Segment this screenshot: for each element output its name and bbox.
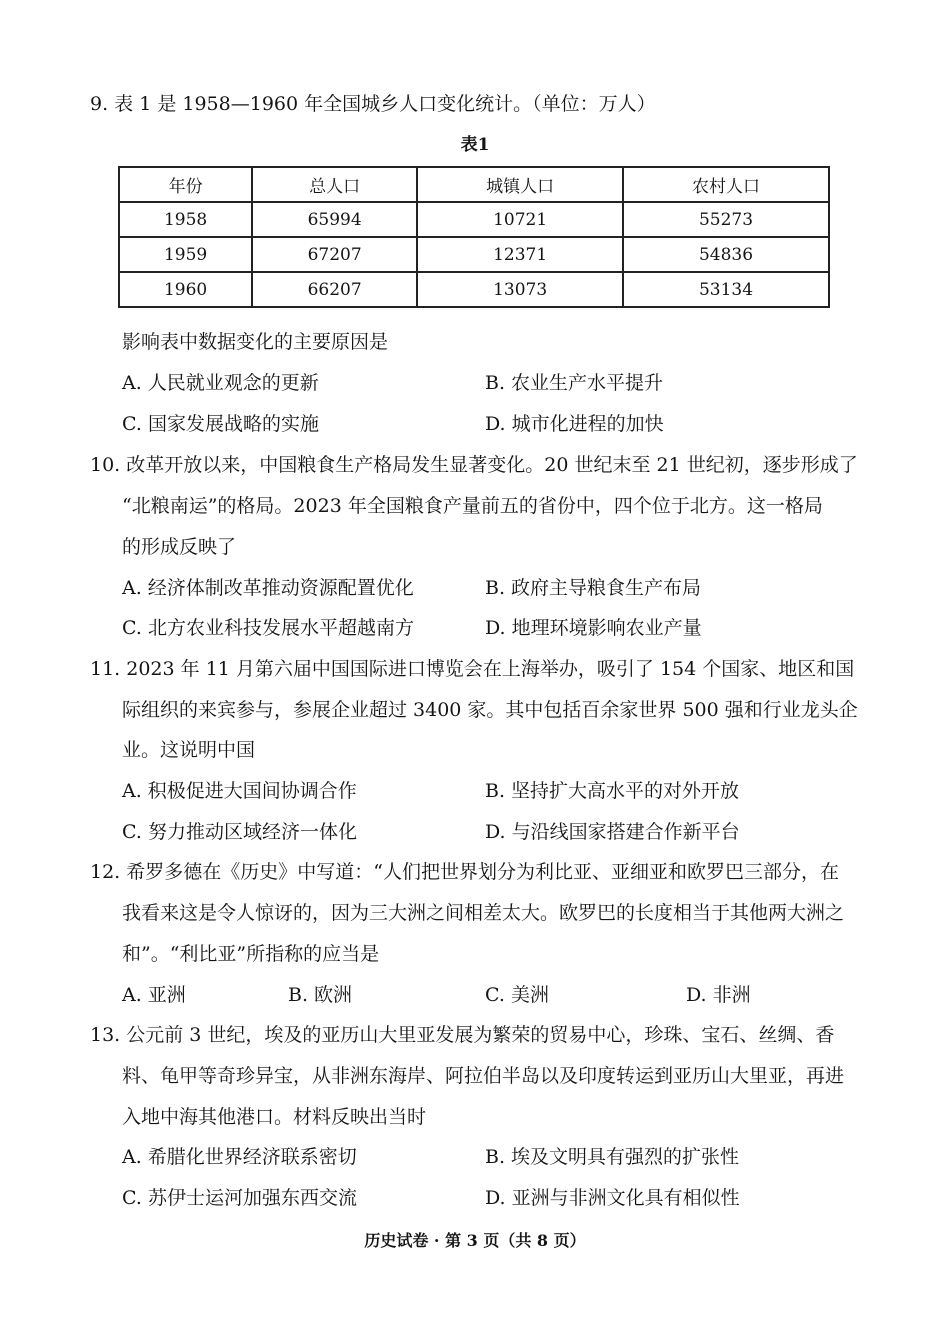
table-cell: 53134 — [623, 272, 829, 307]
q10-stem-line-1: 10. 改革开放以来，中国粮食生产格局发生显著变化。20 世纪末至 21 世纪初，逐步形成了 — [90, 454, 858, 476]
q9-option-b[interactable]: B. 农业生产水平提升 — [485, 372, 664, 394]
q10-stem-line-2: “北粮南运”的格局。2023 年全国粮食产量前五的省份中，四个位于北方。这一格局 — [122, 495, 823, 517]
q9-stem: 9. 表 1 是 1958—1960 年全国城乡人口变化统计。（单位：万人） — [90, 93, 656, 115]
q12-option-b[interactable]: B. 欧洲 — [288, 984, 353, 1006]
table-header-row — [119, 167, 829, 202]
header-year: 年份 — [119, 167, 252, 202]
q11-stem-line-2: 际组织的来宾参与，参展企业超过 3400 家。其中包括百余家世界 500 强和行业龙头企 — [122, 699, 858, 721]
header-urban: 城镇人口 — [417, 167, 623, 202]
q11-stem-line-1: 11. 2023 年 11 月第六届中国国际进口博览会在上海举办，吸引了 154 个国家、地区和国 — [90, 658, 855, 680]
q13-option-d[interactable]: D. 亚洲与非洲文化具有相似性 — [485, 1187, 740, 1209]
page-footer: 历史试卷 · 第 3 页（共 8 页） — [364, 1231, 586, 1250]
population-table — [118, 166, 830, 308]
q13-stem-line-2: 料、龟甲等奇珍异宝，从非洲东海岸、阿拉伯半岛以及印度转运到亚历山大里亚，再进 — [122, 1065, 845, 1087]
q11-stem-line-3: 业。这说明中国 — [122, 739, 256, 761]
table-cell: 65994 — [252, 202, 417, 237]
q9-option-d[interactable]: D. 城市化进程的加快 — [485, 413, 664, 435]
table-cell: 10721 — [417, 202, 623, 237]
q9-question: 影响表中数据变化的主要原因是 — [122, 331, 389, 353]
header-total: 总人口 — [252, 167, 417, 202]
q11-option-d[interactable]: D. 与沿线国家搭建合作新平台 — [485, 821, 740, 843]
table-cell: 1958 — [119, 202, 252, 237]
table-cell: 1959 — [119, 237, 252, 272]
q10-option-a[interactable]: A. 经济体制改革推动资源配置优化 — [122, 577, 414, 599]
q10-option-b[interactable]: B. 政府主导粮食生产布局 — [485, 577, 702, 599]
table-cell: 54836 — [623, 237, 829, 272]
table-row — [119, 202, 829, 237]
q13-option-c[interactable]: C. 苏伊士运河加强东西交流 — [122, 1187, 357, 1209]
q11-option-b[interactable]: B. 坚持扩大高水平的对外开放 — [485, 780, 740, 802]
q12-stem-line-3: 和”。“利比亚”所指称的应当是 — [122, 943, 380, 965]
q12-option-c[interactable]: C. 美洲 — [485, 984, 549, 1006]
q9-option-c[interactable]: C. 国家发展战略的实施 — [122, 413, 319, 435]
q9-option-a[interactable]: A. 人民就业观念的更新 — [122, 372, 319, 394]
q11-option-c[interactable]: C. 努力推动区域经济一体化 — [122, 821, 357, 843]
q10-option-d[interactable]: D. 地理环境影响农业产量 — [485, 617, 702, 639]
table-row — [119, 237, 829, 272]
table-cell: 55273 — [623, 202, 829, 237]
table-cell: 13073 — [417, 272, 623, 307]
q11-option-a[interactable]: A. 积极促进大国间协调合作 — [122, 780, 357, 802]
q10-stem-line-3: 的形成反映了 — [122, 536, 237, 558]
q10-option-c[interactable]: C. 北方农业科技发展水平超越南方 — [122, 617, 414, 639]
table-row — [119, 272, 829, 307]
q13-option-b[interactable]: B. 埃及文明具有强烈的扩张性 — [485, 1146, 740, 1168]
header-rural: 农村人口 — [623, 167, 829, 202]
q13-stem-line-1: 13. 公元前 3 世纪，埃及的亚历山大里亚发展为繁荣的贸易中心，珍珠、宝石、丝绸、香 — [90, 1024, 835, 1046]
q12-option-d[interactable]: D. 非洲 — [686, 984, 751, 1006]
table-cell: 67207 — [252, 237, 417, 272]
table-title: 表1 — [460, 135, 490, 155]
table-cell: 1960 — [119, 272, 252, 307]
q13-option-a[interactable]: A. 希腊化世界经济联系密切 — [122, 1146, 357, 1168]
q12-option-a[interactable]: A. 亚洲 — [122, 984, 186, 1006]
q12-stem-line-2: 我看来这是令人惊讶的，因为三大洲之间相差太大。欧罗巴的长度相当于其他两大洲之 — [122, 902, 845, 924]
table-cell: 66207 — [252, 272, 417, 307]
q12-stem-line-1: 12. 希罗多德在《历史》中写道：“人们把世界划分为利比亚、亚细亚和欧罗巴三部分，在 — [90, 861, 839, 883]
q13-stem-line-3: 入地中海其他港口。材料反映出当时 — [122, 1106, 427, 1128]
table-cell: 12371 — [417, 237, 623, 272]
